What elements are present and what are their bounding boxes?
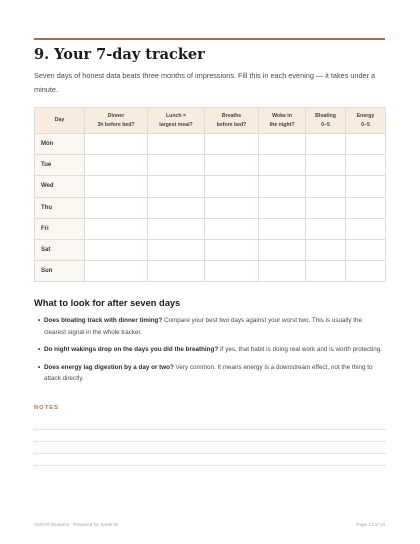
section-title: 9. Your 7-day tracker [34, 46, 205, 63]
entry-cell[interactable] [85, 218, 148, 239]
tracker-row [35, 239, 386, 260]
page-number: Page 13 of 16 [356, 522, 385, 527]
entry-cell[interactable] [85, 197, 148, 218]
entry-cell[interactable] [85, 239, 148, 260]
entry-cell[interactable] [259, 218, 306, 239]
col-header-woke: Woke in the night? [259, 108, 306, 134]
entry-cell[interactable] [346, 155, 386, 176]
tracker-row [35, 218, 386, 239]
entry-cell[interactable] [306, 218, 346, 239]
col-header-energy: Energy 0–5 [346, 108, 386, 134]
entry-cell[interactable] [306, 176, 346, 197]
entry-cell[interactable] [148, 176, 205, 197]
entry-cell[interactable] [306, 239, 346, 260]
entry-cell[interactable] [259, 197, 306, 218]
entry-cell[interactable] [148, 261, 205, 282]
day-cell: Wed [35, 176, 85, 197]
entry-cell[interactable] [259, 155, 306, 176]
entry-cell[interactable] [259, 134, 306, 155]
look-for-title: What to look for after seven days [34, 298, 181, 308]
list-item: • Does energy lag digestion by a day or two? Very common. It means energy is a downstream effect, not the thing to attack directly. [38, 363, 373, 382]
entry-cell[interactable] [205, 176, 259, 197]
list-item: • Do night wakings drop on the days you did the breathing? If yes, that habit is doing real work and is worth protecting. [38, 344, 384, 356]
entry-cell[interactable] [346, 239, 386, 260]
tracker-row [35, 197, 386, 218]
entry-cell[interactable] [346, 197, 386, 218]
col-header-dinner: Dinner 3h before bed? [85, 108, 148, 134]
note-line[interactable] [34, 441, 385, 442]
entry-cell[interactable] [259, 261, 306, 282]
day-cell: Thu [35, 197, 85, 218]
entry-cell[interactable] [306, 155, 346, 176]
top-divider [34, 38, 385, 40]
entry-cell[interactable] [85, 134, 148, 155]
entry-cell[interactable] [259, 176, 306, 197]
tracker-row [35, 261, 386, 282]
entry-cell[interactable] [346, 218, 386, 239]
day-cell: Sun [35, 261, 85, 282]
entry-cell[interactable] [148, 218, 205, 239]
entry-cell[interactable] [148, 239, 205, 260]
col-header-breaths: Breaths before bed? [205, 108, 259, 134]
entry-cell[interactable] [205, 197, 259, 218]
notes-label: NOTES [34, 405, 59, 411]
bullet-icon: • [38, 346, 41, 353]
entry-cell[interactable] [205, 261, 259, 282]
entry-cell[interactable] [85, 176, 148, 197]
note-line[interactable] [34, 453, 385, 454]
entry-cell[interactable] [85, 155, 148, 176]
bullet-icon: • [38, 317, 41, 324]
bullet-icon: • [38, 363, 41, 371]
col-header-day: Day [35, 108, 85, 134]
entry-cell[interactable] [205, 218, 259, 239]
list-item: • Does bloating track with dinner timing? Compare your best two days against your worst two. This is usually the clearest signal in the whole tracker. [38, 317, 362, 336]
tracker-row [35, 134, 386, 155]
entry-cell[interactable] [306, 261, 346, 282]
tracker-row [35, 155, 386, 176]
day-cell: Sat [35, 239, 85, 260]
entry-cell[interactable] [85, 261, 148, 282]
entry-cell[interactable] [346, 261, 386, 282]
entry-cell[interactable] [346, 134, 386, 155]
entry-cell[interactable] [306, 134, 346, 155]
entry-cell[interactable] [205, 155, 259, 176]
day-cell: Fri [35, 218, 85, 239]
entry-cell[interactable] [148, 197, 205, 218]
entry-cell[interactable] [205, 239, 259, 260]
note-line[interactable] [34, 429, 385, 430]
section-intro: Seven days of honest data beats three months of impressions. Fill this in each evening — it takes under a minute. [34, 71, 376, 94]
day-cell: Tue [35, 155, 85, 176]
entry-cell[interactable] [259, 239, 306, 260]
tracker-table [34, 107, 386, 282]
entry-cell[interactable] [148, 134, 205, 155]
footer-credit: VEDA® Blueprint · Prepared for Sarah M. [34, 522, 119, 527]
tracker-row [35, 176, 386, 197]
entry-cell[interactable] [148, 155, 205, 176]
entry-cell[interactable] [306, 197, 346, 218]
entry-cell[interactable] [205, 134, 259, 155]
note-line[interactable] [34, 465, 385, 466]
entry-cell[interactable] [346, 176, 386, 197]
col-header-bloating: Bloating 0–5 [306, 108, 346, 134]
day-cell: Mon [35, 134, 85, 155]
col-header-lunch: Lunch = largest meal? [148, 108, 205, 134]
tracker-header-row [35, 108, 386, 134]
look-for-list [38, 315, 384, 391]
